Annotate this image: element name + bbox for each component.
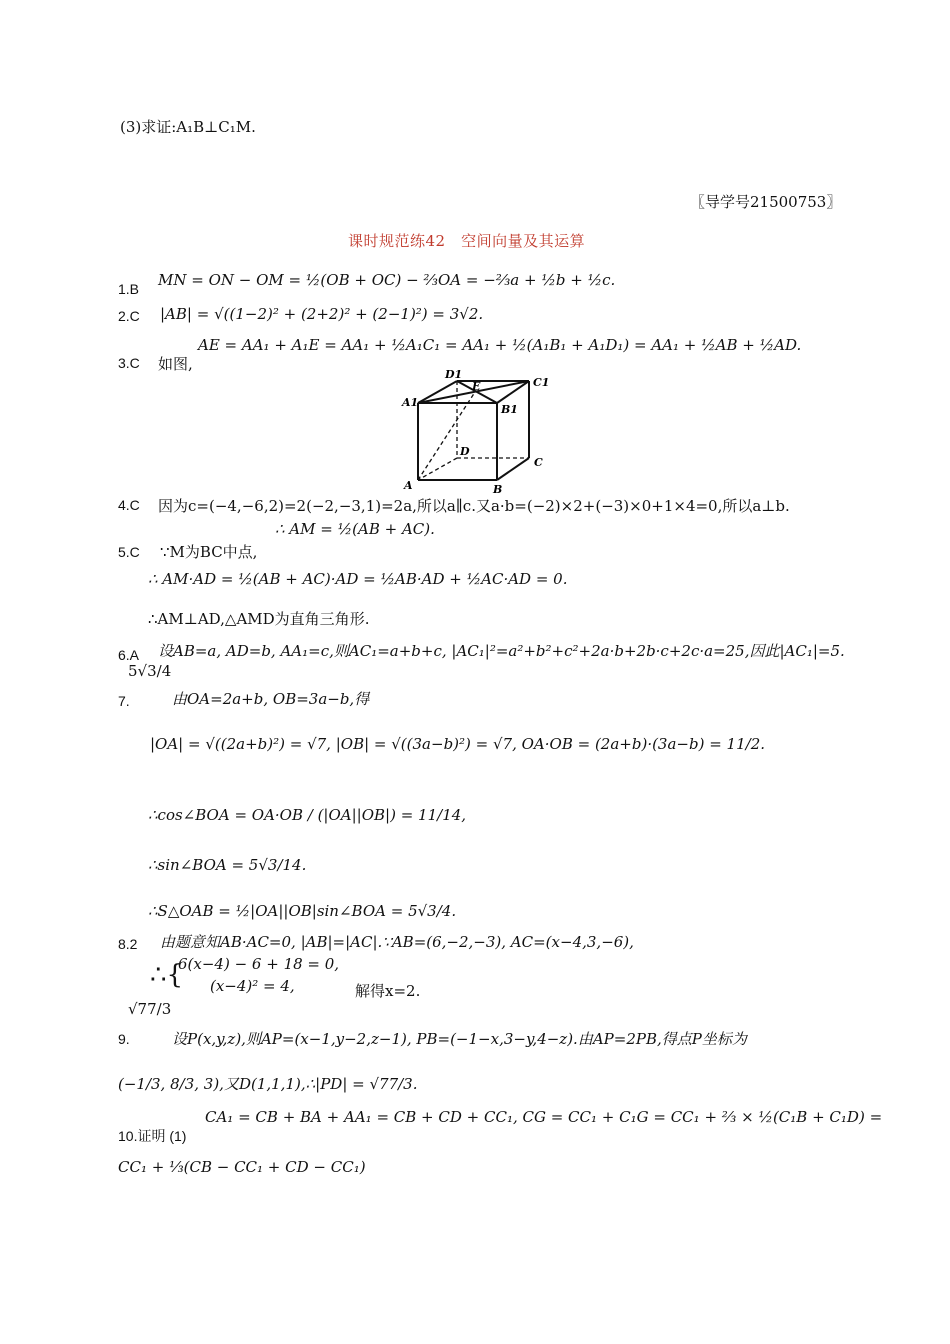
answer-5-line-4: ∴AM⊥AD,△AMD为直角三角形.	[148, 610, 370, 628]
answer-9-result: √77/3	[128, 1000, 172, 1018]
answer-5-number: 5.C	[118, 544, 140, 560]
system-brace: ∴{	[150, 960, 184, 990]
answer-8-line-2: 解得x=2.	[355, 982, 421, 1000]
answer-2-text: |AB| = √((1−2)² + (2+2)² + (2−1)²) = 3√2.	[160, 305, 484, 323]
answer-4-text: 因为c=(−4,−6,2)=2(−2,−3,1)=2a,所以a∥c.又a·b=(−2)×2+(−3)×0+1×4=0,所以a⊥b.	[158, 497, 790, 515]
answer-8-number: 8.2	[118, 936, 138, 952]
answer-6-number: 6.A	[118, 647, 140, 663]
answer-2-number: 2.C	[118, 308, 140, 324]
answer-3-number: 3.C	[118, 355, 140, 371]
section-title: 课时规范练42 空间向量及其运算	[348, 232, 586, 250]
answer-10-number: 10.证明 (1)	[118, 1128, 187, 1144]
answer-5-line-2: ∴ AM = ½(AB + AC).	[275, 520, 435, 538]
label-d1: D1	[445, 368, 463, 381]
answer-8-line-1: 由题意知AB·AC=0, |AB|=|AC|.∵AB=(6,−2,−3), AC=(x−4,3,−6),	[160, 933, 634, 951]
answer-6-text: 设AB=a, AD=b, AA₁=c,则AC₁=a+b+c, |AC₁|²=a²+b²+c²+2a·b+2b·c+2c·a=25,因此|AC₁|=5.	[158, 642, 845, 660]
answer-7-line-1: 由OA=2a+b, OB=3a−b,得	[172, 690, 370, 708]
answer-8-system-2: (x−4)² = 4,	[210, 977, 295, 995]
label-b1: B1	[501, 403, 518, 416]
label-a: A	[404, 479, 413, 492]
answer-7-result: 5√3/4	[128, 662, 172, 680]
answer-5-line-1: ∵M为BC中点,	[160, 543, 258, 561]
label-c: C	[534, 456, 543, 469]
answer-9-line-1: 设P(x,y,z),则AP=(x−1,y−2,z−1), PB=(−1−x,3−y,4−z).由AP=2PB,得点P坐标为	[172, 1030, 747, 1048]
label-c1: C1	[533, 376, 550, 389]
answer-7-line-5: ∴S△OAB = ½|OA||OB|sin∠BOA = 5√3/4.	[148, 902, 457, 920]
answer-9-line-2: (−1/3, 8/3, 3),又D(1,1,1),∴|PD| = √77/3.	[118, 1075, 418, 1093]
answer-9-number: 9.	[118, 1031, 130, 1047]
answer-1-text: MN = ON − OM = ½(OB + OC) − ⅔OA = −⅔a + ½b + ½c.	[158, 271, 616, 289]
question-3: (3)求证:A₁B⊥C₁M.	[120, 118, 256, 136]
answer-7-line-2: |OA| = √((2a+b)²) = √7, |OB| = √((3a−b)²) = √7, OA·OB = (2a+b)·(3a−b) = 11/2.	[150, 735, 765, 753]
answer-8-system-1: 6(x−4) − 6 + 18 = 0,	[178, 955, 340, 973]
answer-7-line-3: ∴cos∠BOA = OA·OB / (|OA||OB|) = 11/14,	[148, 806, 467, 824]
label-d: D	[460, 445, 470, 458]
answer-10-line-2: CC₁ + ⅓(CB − CC₁ + CD − CC₁)	[118, 1158, 366, 1176]
answer-4-number: 4.C	[118, 497, 140, 513]
answer-7-line-4: ∴sin∠BOA = 5√3/14.	[148, 856, 307, 874]
label-b: B	[493, 483, 503, 496]
answer-10-line-1: CA₁ = CB + BA + AA₁ = CB + CD + CC₁, CG = CC₁ + C₁G = CC₁ + ⅔ × ½(C₁B + C₁D) =	[205, 1108, 883, 1126]
label-a1: A1	[402, 396, 419, 409]
answer-3-text: AE = AA₁ + A₁E = AA₁ + ½A₁C₁ = AA₁ + ½(A₁B₁ + A₁D₁) = AA₁ + ½AB + ½AD.	[198, 336, 802, 354]
answer-1-number: 1.B	[118, 281, 140, 297]
answer-3-label: 如图,	[158, 355, 193, 373]
answer-7-number: 7.	[118, 693, 130, 709]
reference-number: 〖导学号21500753〗	[690, 193, 842, 211]
label-e: E	[472, 380, 481, 393]
answer-5-line-3: ∴ AM·AD = ½(AB + AC)·AD = ½AB·AD + ½AC·AD = 0.	[148, 570, 568, 588]
cube-diagram	[400, 366, 552, 496]
